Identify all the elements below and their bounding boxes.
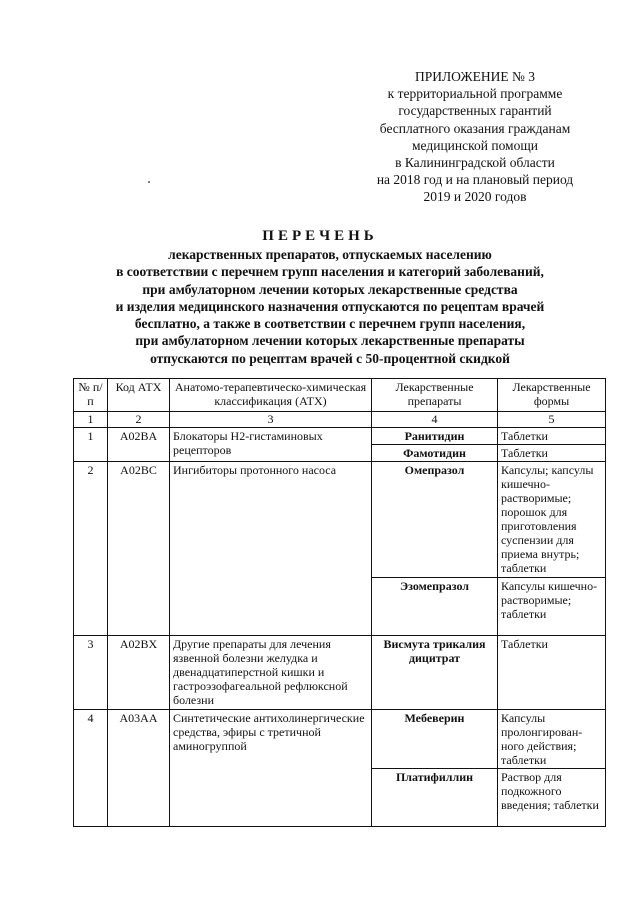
- row-number: 4: [74, 710, 108, 827]
- drug-name: Висмута трикалия дицитрат: [372, 636, 498, 710]
- table-row: [74, 462, 606, 578]
- atc-classification: Блокаторы Н2-гистаминовых рецепторов: [170, 428, 372, 462]
- atc-classification: Синтетические антихолинергические средства, эфиры с третичной аминогруппой: [170, 710, 372, 827]
- document-subtitle: [60, 246, 600, 367]
- appendix-line: в Калининградской области: [395, 155, 555, 171]
- atc-classification: Другие препараты для лечения язвенной болезни желудка и двенадцатиперстной кишки и гастроэзофагеальной рефлюксной болезни: [170, 636, 372, 710]
- document-title: ПЕРЕЧЕНЬ: [262, 228, 378, 244]
- appendix-line: на 2018 год и на плановый период: [376, 172, 574, 188]
- drug-name: Ранитидин: [372, 428, 498, 445]
- drug-form: Капсулы пролонгирован-ного действия; таблетки: [498, 710, 606, 769]
- atc-code: A02BA: [108, 428, 170, 462]
- header-code: Код АТХ: [108, 379, 170, 412]
- table-header-row: [74, 379, 606, 412]
- subtitle-line: и изделия медицинского назначения отпускаются по рецептам врачей: [115, 298, 545, 314]
- drug-name: Эзомепразол: [372, 578, 498, 636]
- appendix-line: медицинской помощи: [412, 137, 538, 153]
- drug-form: Капсулы; капсулы кишечно-растворимые; порошок для приготовления суспензии для приема внутрь; таблетки: [498, 462, 606, 578]
- appendix-line: ПРИЛОЖЕНИЕ № 3: [414, 69, 536, 84]
- drug-name: Омепразол: [372, 462, 498, 578]
- header-class: Анатомо-терапевтическо-химическая классификация (АТХ): [170, 379, 372, 412]
- subtitle-line: при амбулаторном лечении которых лекарственные препараты: [135, 333, 525, 349]
- atc-code: A03AA: [108, 710, 170, 827]
- column-number: 1: [74, 412, 108, 428]
- header-form: Лекарственные формы: [498, 379, 606, 412]
- column-number: 4: [372, 412, 498, 428]
- appendix-line: к территориальной программе: [387, 86, 563, 102]
- appendix-line: бесплатного оказания гражданам: [379, 120, 571, 136]
- subtitle-line: отпускаются по рецептам врачей с 50-процентной скидкой: [150, 350, 510, 366]
- header-drug: Лекарственные препараты: [372, 379, 498, 412]
- appendix-header: [330, 68, 620, 206]
- atc-code: A02BC: [108, 462, 170, 636]
- header-num: № п/п: [74, 379, 108, 412]
- column-number: 2: [108, 412, 170, 428]
- row-number: 2: [74, 462, 108, 636]
- drug-name: Мебеверин: [372, 710, 498, 769]
- atc-classification: Ингибиторы протонного насоса: [170, 462, 372, 636]
- drug-form: Таблетки: [498, 445, 606, 462]
- table-row: [74, 428, 606, 445]
- drug-form: Раствор для подкожного введения; таблетки: [498, 769, 606, 827]
- subtitle-line: лекарственных препаратов, отпускаемых населению: [168, 247, 492, 262]
- scan-speck: [148, 181, 150, 183]
- atc-code: A02BX: [108, 636, 170, 710]
- drug-form: Таблетки: [498, 636, 606, 710]
- row-number: 3: [74, 636, 108, 710]
- table-row: [74, 710, 606, 769]
- column-number: 5: [498, 412, 606, 428]
- row-number: 1: [74, 428, 108, 462]
- subtitle-line: при амбулаторном лечении которых лекарственные средства: [142, 281, 518, 297]
- table-row: [74, 636, 606, 710]
- appendix-line: 2019 и 2020 годов: [423, 189, 527, 205]
- drug-list-table: [73, 378, 606, 827]
- appendix-line: государственных гарантий: [398, 103, 552, 119]
- column-number-row: [74, 412, 606, 428]
- subtitle-line: в соответствии с перечнем групп населения и категорий заболеваний,: [116, 264, 544, 280]
- drug-form: Капсулы кишечно-растворимые; таблетки: [498, 578, 606, 636]
- drug-form: Таблетки: [498, 428, 606, 445]
- subtitle-line: бесплатно, а также в соответствии с перечнем групп населения,: [134, 316, 526, 332]
- column-number: 3: [170, 412, 372, 428]
- drug-name: Фамотидин: [372, 445, 498, 462]
- drug-name: Платифиллин: [372, 769, 498, 827]
